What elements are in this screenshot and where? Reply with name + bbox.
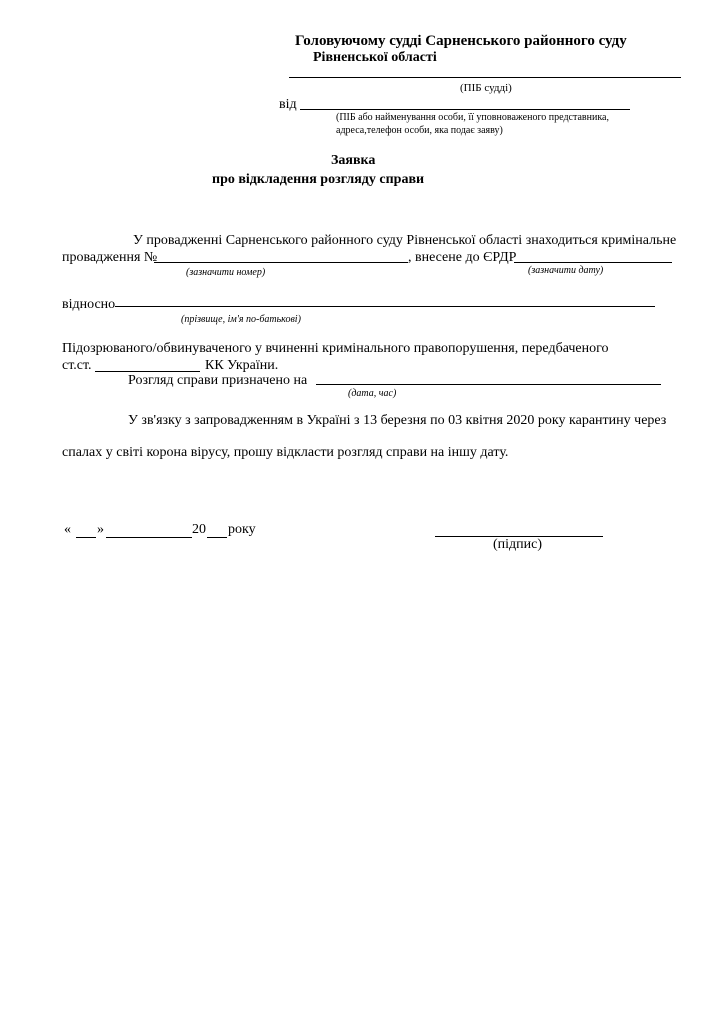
suspect-line: Підозрюваного/обвинуваченого у вчиненні кримінального правопорушення, передбаченого (62, 341, 609, 356)
request-line-1: У зв'язку з запровадженням в Україні з 13 березня по 03 квітня 2020 року карантину через (128, 413, 667, 428)
day-field[interactable] (76, 537, 96, 538)
applicant-caption-2: адреса,телефон особи, яка подає заяву) (336, 125, 503, 136)
judge-caption: (ПІБ судді) (460, 82, 512, 94)
date-open-quote: « (64, 522, 71, 537)
month-field[interactable] (106, 537, 192, 538)
case-number-field[interactable] (154, 262, 408, 263)
judge-name-field[interactable] (289, 77, 681, 78)
regarding-label: відносно (62, 297, 116, 312)
title-line-2: про відкладення розгляду справи (212, 172, 425, 187)
year-prefix: 20 (192, 522, 206, 537)
para1-prefix: провадження № (62, 250, 158, 265)
article-field[interactable] (95, 371, 200, 372)
erdr-date-field[interactable] (514, 262, 672, 263)
addressee-line-1: Головуючому судді Сарненського районного суду (295, 33, 627, 49)
person-name-field[interactable] (115, 306, 655, 307)
caption-number: (зазначити номер) (186, 267, 266, 278)
para1-mid: , внесене до ЄРДР (408, 250, 517, 265)
date-close-quote: » (97, 522, 104, 537)
applicant-caption-1: (ПІБ або найменування особи, її уповноваженого представника, (336, 112, 609, 123)
year-suffix: року (228, 522, 256, 537)
article-prefix: ст.ст. (62, 358, 92, 373)
article-suffix: КК України. (205, 358, 279, 373)
signature-caption: (підпис) (493, 537, 543, 552)
para1-line-1: У провадженні Сарненського районного суду Рівненської області знаходиться кримінальне (133, 233, 677, 248)
hearing-datetime-field[interactable] (316, 384, 661, 385)
title-line-1: Заявка (331, 153, 376, 168)
from-label: від (279, 97, 297, 112)
addressee-line-2: Рівненської області (313, 50, 437, 65)
request-line-2: спалах у світі корона вірусу, прошу відкласти розгляд справи на іншу дату. (62, 445, 509, 460)
caption-name: (прізвище, ім'я по-батькові) (181, 314, 301, 325)
year-field[interactable] (207, 537, 227, 538)
caption-date: (зазначити дату) (528, 265, 604, 276)
caption-datetime: (дата, час) (348, 388, 397, 399)
hearing-label: Розгляд справи призначено на (128, 373, 308, 388)
applicant-field[interactable] (300, 109, 630, 110)
